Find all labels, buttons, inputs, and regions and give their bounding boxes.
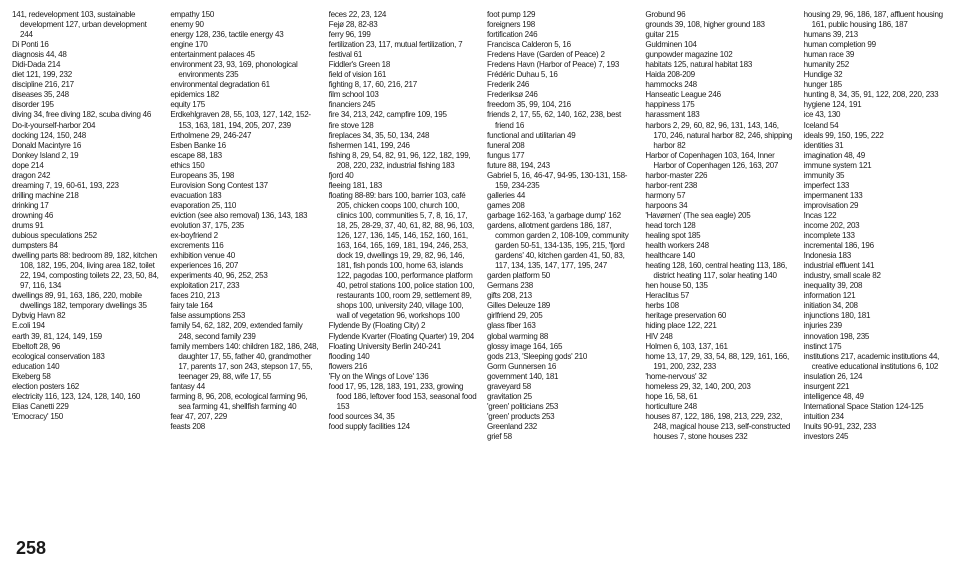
index-entry: glossy image 164, 165 (486, 341, 563, 351)
index-entry: government 140, 181 (486, 371, 559, 381)
index-entry: foot pump 129 (486, 10, 536, 19)
index-entry: experiments 40, 96, 252, 253 (170, 271, 268, 281)
index-entry: housing 29, 96, 186, 187, affluent housing 161, public housing 186, 187 (803, 10, 943, 30)
index-entry: homeless 29, 32, 140, 200, 203 (645, 381, 751, 391)
index-entry: fortification 246 (486, 30, 538, 40)
index-entry: exploitation 217, 233 (170, 281, 240, 291)
index-entry: institutions 217, academic institutions 44, creative educational institutions 6, 102 (803, 351, 940, 371)
index-entry: family members 140: children 182, 186, 248, daughter 17, 55, father 40, grandmother 17, parents 17, son 243, stepson 17, 55, teenager 29, 88, wife 17, 55 (170, 341, 319, 381)
index-entry: financiers 245 (328, 100, 376, 110)
index-entry: flowers 216 (328, 361, 368, 371)
index-entry: impermanent 133 (803, 190, 863, 200)
index-entry: injunctions 180, 181 (803, 311, 871, 321)
index-entry: ferry 96, 199 (328, 30, 371, 40)
index-entry: gunpowder magazine 102 (645, 50, 733, 60)
index-entry: Incas 122 (803, 210, 837, 220)
index-entry: injuries 239 (803, 321, 842, 331)
index-entry: home 13, 17, 29, 33, 54, 88, 129, 161, 166, 191, 200, 232, 233 (645, 351, 789, 371)
index-entry: intuition 234 (803, 411, 844, 421)
index-entry: hammocks 248 (645, 80, 697, 90)
index-entry: electricity 116, 123, 124, 128, 140, 160 (12, 391, 141, 401)
index-entry: fertilization 23, 117, mutual fertilization, 7 (328, 40, 463, 50)
index-entry: drinking 17 (12, 200, 49, 210)
index-entry: environment 23, 93, 169, phonological environments 235 (170, 60, 298, 80)
index-entry: industrial effluent 141 (803, 261, 875, 271)
index-entry: Gorm Gunnersen 16 (486, 361, 557, 371)
index-entry: graveyard 58 (486, 381, 531, 391)
index-entry: disorder 195 (12, 100, 54, 110)
index-entry: incremental 186, 196 (803, 241, 874, 251)
index-entry: 'green' products 253 (486, 411, 555, 421)
index-entry: docking 124, 150, 248 (12, 130, 86, 140)
index-entry: investors 245 (803, 431, 849, 441)
index-entry: imagination 48, 49 (803, 150, 865, 160)
index-entry: Indonesia 183 (803, 251, 851, 261)
index-entry: humanity 252 (803, 60, 849, 70)
index-entry: empathy 150 (170, 10, 215, 19)
index-entry: healthcare 140 (645, 251, 696, 261)
index-entry: Fredens Havn (Harbor of Peace) 7, 193 (486, 60, 620, 70)
index-entry: evaporation 25, 110 (170, 200, 237, 210)
index-entry: harbors 2, 29, 60, 82, 96, 131, 143, 146, 170, 246, natural harbor 82, 246, shipping harbor 82 (645, 120, 793, 150)
index-entry: gardens, allotment gardens 186, 187, common garden 2, 108-109, community garden 50-51, 134-135, 195, 215, 'fjord gardens' 40, kitchen garden 41, 50, 83, 117, 134, 135, 147, 177, 195, 247 (486, 220, 629, 271)
index-entry: Fejø 28, 82-83 (328, 20, 378, 30)
index-entry: diagnosis 44, 48 (12, 50, 67, 60)
index-entry: Donkey Island 2, 19 (12, 150, 79, 160)
index-column-3 (329, 10, 477, 566)
page-number: 258 (16, 538, 47, 558)
index-entry: fire 34, 213, 242, campfire 109, 195 (328, 110, 447, 120)
index-entry: fighting 8, 17, 60, 216, 217 (328, 80, 417, 90)
index-entry: Fredens Have (Garden of Peace) 2 (486, 50, 605, 60)
index-entry: entertainment palaces 45 (170, 50, 255, 60)
index-entry: functional and utilitarian 49 (486, 130, 576, 140)
index-entry: identities 31 (803, 140, 844, 150)
index-entry: fishermen 141, 199, 246 (328, 140, 410, 150)
index-entry: diseases 35, 248 (12, 90, 69, 100)
index-entry: earth 39, 81, 124, 149, 159 (12, 331, 102, 341)
index-entry: exhibition venue 40 (170, 251, 235, 261)
index-entry: heritage preservation 60 (645, 311, 727, 321)
index-entry: Do-it-yourself-harbor 204 (12, 120, 96, 130)
index-entry: fjord 40 (328, 170, 354, 180)
index-entry: ideals 99, 150, 195, 222 (803, 130, 884, 140)
index-entry: evolution 37, 175, 235 (170, 220, 245, 230)
index-entry: gods 213, 'Sleeping gods' 210 (486, 351, 588, 361)
index-column-1 (12, 10, 160, 566)
index-entry: fairy tale 164 (170, 301, 213, 311)
index-entry: grief 58 (486, 431, 512, 441)
index-entry: heating 128, 160, central heating 113, 186, district heating 117, solar heating 140 (645, 261, 787, 281)
index-entry: International Space Station 124-125 (803, 401, 924, 411)
index-entry: Francisca Calderon 5, 16 (486, 40, 571, 50)
index-entry: harmony 57 (645, 190, 686, 200)
index-entry: education 140 (12, 361, 60, 371)
index-entry: 'home-nervous' 32 (645, 371, 707, 381)
index-entry: funeral 208 (486, 140, 525, 150)
index-entry: galleries 44 (486, 190, 526, 200)
index-entry: hunting 8, 34, 35, 91, 122, 208, 220, 233 (803, 90, 939, 100)
index-entry: food sources 34, 35 (328, 411, 395, 421)
index-column-4 (487, 10, 635, 566)
index-entry: Didi-Dada 214 (12, 60, 61, 70)
index-entry: horticulture 248 (645, 401, 697, 411)
index-entry: harbor-master 226 (645, 170, 708, 180)
index-entry: drilling machine 218 (12, 190, 79, 200)
index-entry: Ebeltoft 28, 96 (12, 341, 61, 351)
index-entry: future 88, 194, 243 (486, 160, 550, 170)
index-entry: games 208 (486, 200, 525, 210)
index-entry: improvisation 29 (803, 200, 859, 210)
index-entry: food supply facilities 124 (328, 421, 410, 431)
index-entry: ethics 150 (170, 160, 205, 170)
index-entry: glass fiber 163 (486, 321, 536, 331)
index-entry: food 17, 95, 128, 183, 191, 233, growing food 186, leftover food 153, seasonal food 153 (328, 381, 477, 411)
index-entry: fishing 8, 29, 54, 82, 91, 96, 122, 182, 199, 208, 220, 232, industrial fishing 183 (328, 150, 471, 170)
index-page (12, 10, 952, 566)
index-entry: foreigners 198 (486, 20, 535, 30)
index-entry: fire stove 128 (328, 120, 374, 130)
index-entry: ecological conservation 183 (12, 351, 105, 361)
index-entry: energy 128, 236, tactile energy 43 (170, 30, 284, 40)
index-entry: garden platform 50 (486, 271, 551, 281)
index-entry: Elias Canetti 229 (12, 401, 69, 411)
index-entry: grounds 39, 108, higher ground 183 (645, 20, 765, 30)
index-entry: industry, small scale 82 (803, 271, 881, 281)
index-entry: Di Ponti 16 (12, 40, 49, 50)
index-entry: ex-boyfriend 2 (170, 231, 218, 241)
index-entry: Frederik 246 (486, 80, 530, 90)
index-entry: floating 88-89: bars 100, barrier 103, café 205, chicken coops 100, church 100, clinics 100, communities 5, 7, 8, 16, 17, 18, 25, 28-29, 37, 40, 61, 82, 88, 96, 103, 126, 127, 136, 145, 146, 152, 160, 161, 163, 164, 165, 169, 181, 194, 246, 253, dock 19, dwellings 19, 29, 82, 96, 146, 181, fish ponds 100, home 63, islands 122, pagodas 100, performance platform 40, petrol stations 100, police station 100, restaurants 100, room 29, settlement 89, shops 100, university 240, village 100, wall of vegetation 96, workshops 100 (328, 190, 475, 321)
index-entry: herbs 108 (645, 301, 679, 311)
index-entry: innovation 198, 235 (803, 331, 870, 341)
index-entry: drums 91 (12, 220, 44, 230)
index-entry: feces 22, 23, 124 (328, 10, 387, 19)
index-entry: humans 39, 213 (803, 30, 858, 40)
index-entry: freedom 35, 99, 104, 216 (486, 100, 571, 110)
index-entry: 'green' politicians 253 (486, 401, 559, 411)
index-entry: eviction (see also removal) 136, 143, 183 (170, 210, 308, 220)
index-entry: equity 175 (170, 100, 205, 110)
index-entry: feasts 208 (170, 421, 205, 431)
index-columns (12, 10, 952, 566)
index-entry: Ekeberg 58 (12, 371, 51, 381)
index-entry: harassment 183 (645, 110, 700, 120)
index-entry: Grobund 96 (645, 10, 686, 19)
index-entry: hunger 185 (803, 80, 842, 90)
index-entry: Hanseatic League 246 (645, 90, 721, 100)
index-entry: evacuation 183 (170, 190, 222, 200)
index-entry: 141, redevelopment 103, sustainable development 127, urban development 244 (12, 10, 147, 40)
index-entry: Harbor of Copenhagen 103, 164, Inner Harbor of Copenhagen 126, 163, 207 (645, 150, 779, 170)
index-entry: Greenland 232 (486, 421, 537, 431)
index-entry: dwelling parts 88: bedroom 89, 182, kitchen 108, 182, 195, 204, living area 182, toilet 22, 194, composting toilets 22, 23, 50, 84, 97, 116, 134 (12, 251, 159, 291)
index-entry: gravitation 25 (486, 391, 532, 401)
index-entry: Europeans 35, 198 (170, 170, 235, 180)
index-entry: Dybvig Havn 82 (12, 311, 66, 321)
index-column-5 (645, 10, 793, 566)
index-entry: health workers 248 (645, 241, 709, 251)
index-entry: enemy 90 (170, 20, 204, 30)
index-entry: houses 87, 122, 186, 198, 213, 229, 232, 248, magical house 213, self-constructed houses 7, stone houses 232 (645, 411, 791, 441)
index-entry: 'Emocracy' 150 (12, 411, 64, 421)
index-entry: harpoons 34 (645, 200, 688, 210)
index-entry: information 121 (803, 291, 856, 301)
index-entry: dwellings 89, 91, 163, 186, 220, mobile dwellings 182, temporary dwellings 35 (12, 291, 147, 311)
index-entry: 'Havørnen' (The sea eagle) 205 (645, 210, 751, 220)
index-entry: field of vision 161 (328, 70, 387, 80)
index-entry: Gilles Deleuze 189 (486, 301, 551, 311)
index-entry: Hundige 32 (803, 70, 843, 80)
index-entry: guitar 215 (645, 30, 679, 40)
index-entry: Esben Banke 16 (170, 140, 226, 150)
index-entry: HIV 248 (645, 331, 673, 341)
index-entry: diving 34, free diving 182, scuba diving 46 (12, 110, 152, 120)
index-entry: Haida 208-209 (645, 70, 695, 80)
index-entry: film school 103 (328, 90, 379, 100)
index-entry: imperfect 133 (803, 180, 850, 190)
index-entry: income 202, 203 (803, 220, 860, 230)
index-entry: dragon 242 (12, 170, 51, 180)
index-entry: Frédéric Duhau 5, 16 (486, 70, 558, 80)
index-entry: family 54, 62, 182, 209, extended family 248, second family 239 (170, 321, 303, 341)
index-entry: Gabriel 5, 16, 46-47, 94-95, 130-131, 158-159, 234-235 (486, 170, 628, 190)
index-entry: insurgent 221 (803, 381, 850, 391)
index-entry: head torch 128 (645, 220, 696, 230)
index-entry: healing spot 185 (645, 231, 701, 241)
index-entry: Fiddler's Green 18 (328, 60, 391, 70)
index-entry: Donald Macintyre 16 (12, 140, 82, 150)
index-entry: girlfriend 29, 205 (486, 311, 543, 321)
index-entry: escape 88, 183 (170, 150, 222, 160)
index-entry: hiding place 122, 221 (645, 321, 717, 331)
index-entry: drowning 46 (12, 210, 54, 220)
index-entry: hope 16, 58, 61 (645, 391, 698, 401)
index-entry: Holmen 6, 103, 137, 161 (645, 341, 728, 351)
index-entry: dreaming 7, 19, 60-61, 193, 223 (12, 180, 119, 190)
index-entry: engine 170 (170, 40, 208, 50)
index-entry: Erdkehlgraven 28, 55, 103, 127, 142, 152-153, 163, 181, 194, 205, 207, 239 (170, 110, 311, 130)
index-entry: ice 43, 130 (803, 110, 841, 120)
index-entry: fantasy 44 (170, 381, 205, 391)
index-entry: Flydende By (Floating City) 2 (328, 321, 426, 331)
index-entry: hen house 50, 135 (645, 281, 708, 291)
index-entry: intelligence 48, 49 (803, 391, 864, 401)
index-entry: false assumptions 253 (170, 311, 246, 321)
index-entry: Guldminen 104 (645, 40, 697, 50)
index-entry: garbage 162-163, 'a garbage dump' 162 (486, 210, 621, 220)
index-entry: flooding 140 (328, 351, 370, 361)
index-entry: dope 214 (12, 160, 44, 170)
index-entry: incomplete 133 (803, 231, 855, 241)
index-entry: friends 2, 17, 55, 62, 140, 162, 238, best friend 16 (486, 110, 621, 130)
index-entry: farming 8, 96, 208, ecological farming 96, sea farming 41, shellfish farming 40 (170, 391, 308, 411)
index-entry: environmental degradation 61 (170, 80, 270, 90)
index-entry: dubious speculations 252 (12, 231, 97, 241)
index-entry: excrements 116 (170, 241, 224, 251)
index-entry: insulation 26, 124 (803, 371, 863, 381)
index-entry: immune system 121 (803, 160, 872, 170)
index-entry: Frederiksø 246 (486, 90, 538, 100)
index-entry: global warming 88 (486, 331, 549, 341)
index-entry: Eurovision Song Contest 137 (170, 180, 268, 190)
index-entry: E.coli 194 (12, 321, 45, 331)
index-entry: gifts 208, 213 (486, 291, 532, 301)
index-entry: fungus 177 (486, 150, 525, 160)
index-entry: dumpsters 84 (12, 241, 58, 251)
index-entry: Inuits 90-91, 232, 233 (803, 421, 877, 431)
index-entry: human race 39 (803, 50, 855, 60)
index-entry: fear 47, 207, 229 (170, 411, 227, 421)
index-entry: instinct 175 (803, 341, 842, 351)
index-entry: discipline 216, 217 (12, 80, 74, 90)
index-entry: inequality 39, 208 (803, 281, 863, 291)
index-entry: hygiene 124, 191 (803, 100, 862, 110)
index-entry: festival 61 (328, 50, 363, 60)
index-entry: epidemics 182 (170, 90, 219, 100)
index-entry: Heraclitus 57 (645, 291, 690, 301)
index-column-6 (804, 10, 952, 566)
index-entry: Floating University Berlin 240-241 (328, 341, 441, 351)
index-entry: habitats 125, natural habitat 183 (645, 60, 753, 70)
index-entry: diet 121, 199, 232 (12, 70, 72, 80)
index-entry: 'Fly on the Wings of Love' 136 (328, 371, 429, 381)
index-entry: immunity 35 (803, 170, 845, 180)
index-entry: human completion 99 (803, 40, 876, 50)
index-entry: harbor-rent 238 (645, 180, 698, 190)
index-entry: Ertholmene 29, 246-247 (170, 130, 252, 140)
index-entry: experiences 16, 207 (170, 261, 239, 271)
index-entry: Iceland 54 (803, 120, 839, 130)
index-entry: election posters 162 (12, 381, 80, 391)
index-entry: faces 210, 213 (170, 291, 220, 301)
index-entry: happiness 175 (645, 100, 695, 110)
index-entry: fireplaces 34, 35, 50, 134, 248 (328, 130, 430, 140)
index-column-2 (170, 10, 318, 566)
index-entry: initiation 34, 208 (803, 301, 858, 311)
index-entry: Germans 238 (486, 281, 533, 291)
index-entry: fleeing 181, 183 (328, 180, 382, 190)
index-entry: Flydende Kvarter (Floating Quarter) 19, 204 (328, 331, 475, 341)
